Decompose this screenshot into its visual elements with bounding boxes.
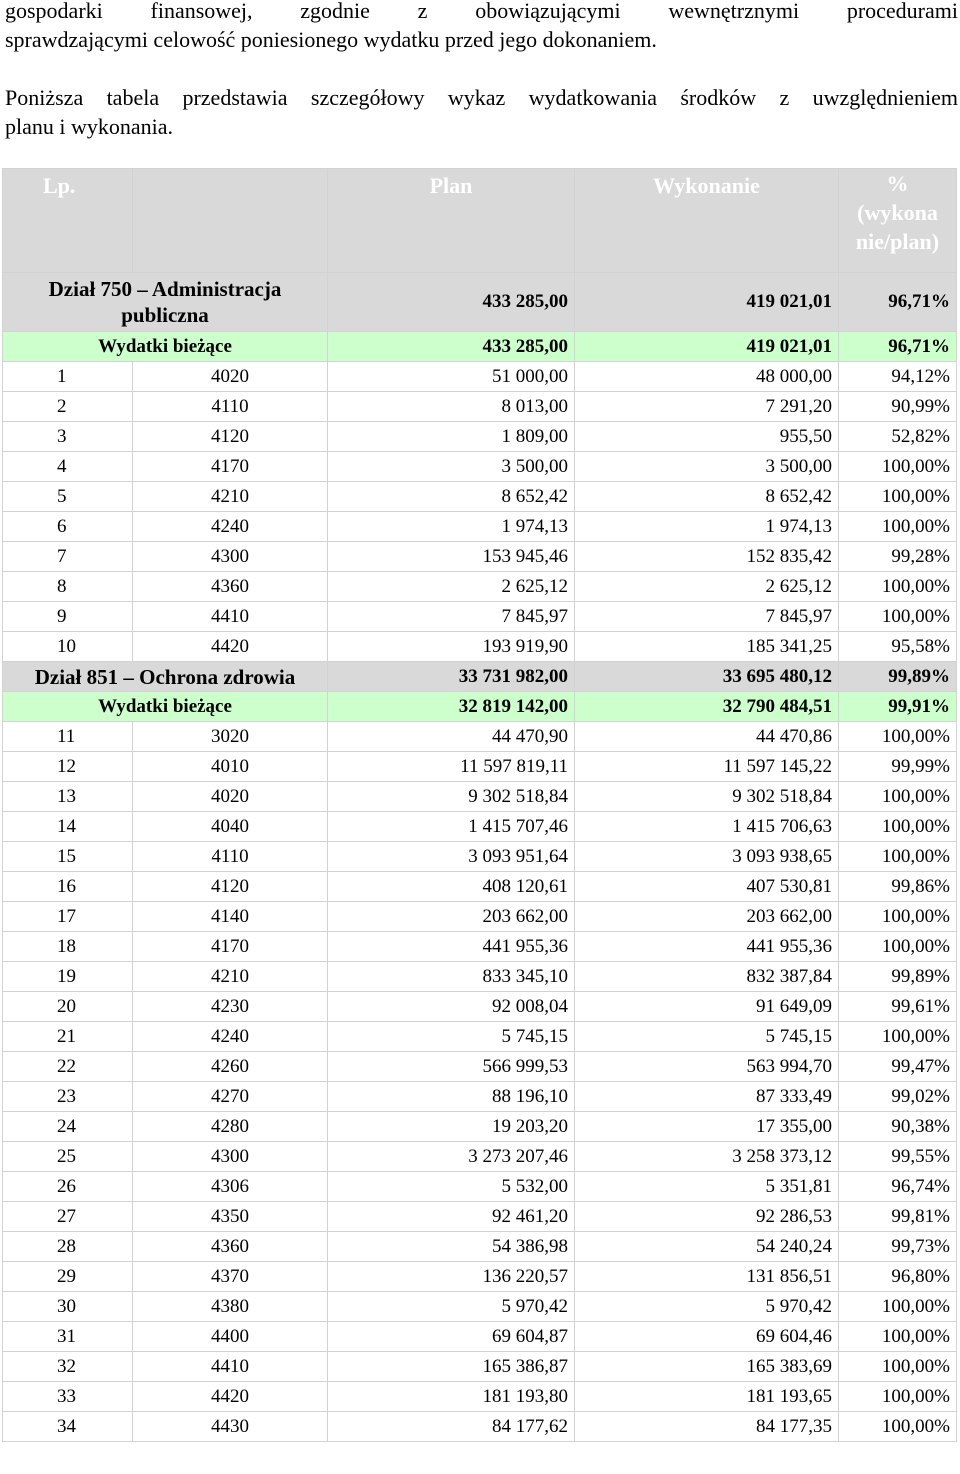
row-code: 4140 (133, 902, 328, 932)
row-lp: 3 (3, 422, 133, 452)
table-row (3, 1262, 957, 1292)
row-wykonanie: 84 177,35 (575, 1412, 839, 1442)
row-wykonanie: 44 470,86 (575, 722, 839, 752)
row-wykonanie: 87 333,49 (575, 1082, 839, 1112)
row-wykonanie: 5 970,42 (575, 1292, 839, 1322)
row-code: 4370 (133, 1262, 328, 1292)
row-wykonanie: 955,50 (575, 422, 839, 452)
row-percent: 52,82% (839, 422, 957, 452)
intro-line-4: planu i wykonania. (5, 114, 174, 139)
table-row (3, 1052, 957, 1082)
row-code: 4040 (133, 812, 328, 842)
row-percent: 96,74% (839, 1172, 957, 1202)
row-code: 4420 (133, 1382, 328, 1412)
row-percent: 100,00% (839, 572, 957, 602)
header-percent (839, 169, 957, 273)
row-lp: 23 (3, 1082, 133, 1112)
row-percent: 100,00% (839, 782, 957, 812)
row-code: 4430 (133, 1412, 328, 1442)
intro-line-2: sprawdzającymi celowość poniesionego wydatku przed jego dokonaniem. (5, 27, 657, 52)
row-plan: 181 193,80 (328, 1382, 575, 1412)
row-percent: 100,00% (839, 1412, 957, 1442)
row-plan: 51 000,00 (328, 362, 575, 392)
table-row (3, 1112, 957, 1142)
section-row-dzial-750 (3, 273, 957, 332)
row-code: 4400 (133, 1322, 328, 1352)
table-row (3, 1352, 957, 1382)
row-lp: 21 (3, 1022, 133, 1052)
row-wykonanie: 1 415 706,63 (575, 812, 839, 842)
row-percent: 99,55% (839, 1142, 957, 1172)
row-lp: 20 (3, 992, 133, 1022)
subtotal-plan: 32 819 142,00 (328, 692, 575, 722)
table-row (3, 572, 957, 602)
row-wykonanie: 3 500,00 (575, 452, 839, 482)
row-plan: 8 013,00 (328, 392, 575, 422)
header-wykonanie: Wykonanie (575, 169, 839, 273)
subtotal-row-750 (3, 332, 957, 362)
table-row (3, 632, 957, 662)
row-plan: 1 415 707,46 (328, 812, 575, 842)
table-row (3, 722, 957, 752)
row-percent: 100,00% (839, 1352, 957, 1382)
header-percent-line1: % (886, 171, 909, 196)
row-percent: 100,00% (839, 482, 957, 512)
row-lp: 9 (3, 602, 133, 632)
table-row (3, 812, 957, 842)
row-wykonanie: 91 649,09 (575, 992, 839, 1022)
row-percent: 90,38% (839, 1112, 957, 1142)
row-code: 4120 (133, 872, 328, 902)
row-lp: 30 (3, 1292, 133, 1322)
row-code: 4240 (133, 512, 328, 542)
row-plan: 193 919,90 (328, 632, 575, 662)
row-wykonanie: 9 302 518,84 (575, 782, 839, 812)
row-code: 4120 (133, 422, 328, 452)
intro-paragraph-1 (5, 0, 958, 54)
row-wykonanie: 152 835,42 (575, 542, 839, 572)
row-lp: 26 (3, 1172, 133, 1202)
row-wykonanie: 131 856,51 (575, 1262, 839, 1292)
row-wykonanie: 832 387,84 (575, 962, 839, 992)
row-percent: 99,86% (839, 872, 957, 902)
row-code: 4210 (133, 962, 328, 992)
row-plan: 3 500,00 (328, 452, 575, 482)
row-code: 4360 (133, 1232, 328, 1262)
table-row (3, 482, 957, 512)
row-lp: 18 (3, 932, 133, 962)
row-wykonanie: 5 745,15 (575, 1022, 839, 1052)
row-code: 4280 (133, 1112, 328, 1142)
row-percent: 100,00% (839, 722, 957, 752)
section-percent: 99,89% (839, 662, 957, 692)
row-plan: 5 970,42 (328, 1292, 575, 1322)
row-plan: 165 386,87 (328, 1352, 575, 1382)
row-wykonanie: 69 604,46 (575, 1322, 839, 1352)
subtotal-name: Wydatki bieżące (3, 332, 328, 362)
table-row (3, 542, 957, 572)
row-wykonanie: 48 000,00 (575, 362, 839, 392)
row-code: 4110 (133, 842, 328, 872)
row-lp: 24 (3, 1112, 133, 1142)
row-plan: 9 302 518,84 (328, 782, 575, 812)
row-wykonanie: 7 291,20 (575, 392, 839, 422)
row-percent: 99,89% (839, 962, 957, 992)
section-plan: 33 731 982,00 (328, 662, 575, 692)
row-code: 4410 (133, 1352, 328, 1382)
row-plan: 88 196,10 (328, 1082, 575, 1112)
table-row (3, 362, 957, 392)
row-lp: 22 (3, 1052, 133, 1082)
row-percent: 99,47% (839, 1052, 957, 1082)
header-code (133, 169, 328, 273)
row-code: 4300 (133, 542, 328, 572)
row-lp: 34 (3, 1412, 133, 1442)
intro-line-3: Poniższa tabela przedstawia szczegółowy wykaz wydatkowania środków z uwzględnieniem (5, 85, 958, 110)
subtotal-wykonanie: 32 790 484,51 (575, 692, 839, 722)
row-percent: 99,61% (839, 992, 957, 1022)
section-name-line1: Dział 750 – Administracja (48, 277, 282, 301)
row-wykonanie: 441 955,36 (575, 932, 839, 962)
row-plan: 136 220,57 (328, 1262, 575, 1292)
row-plan: 7 845,97 (328, 602, 575, 632)
row-lp: 8 (3, 572, 133, 602)
table-row (3, 1232, 957, 1262)
row-plan: 84 177,62 (328, 1412, 575, 1442)
row-code: 4410 (133, 602, 328, 632)
row-lp: 4 (3, 452, 133, 482)
row-wykonanie: 165 383,69 (575, 1352, 839, 1382)
table-row (3, 392, 957, 422)
row-plan: 5 532,00 (328, 1172, 575, 1202)
table-row (3, 932, 957, 962)
row-code: 4360 (133, 572, 328, 602)
intro-line-1: gospodarki finansowej, zgodnie z obowiązującymi wewnętrznymi procedurami (5, 0, 958, 23)
row-plan: 3 273 207,46 (328, 1142, 575, 1172)
subtotal-plan: 433 285,00 (328, 332, 575, 362)
section-name-dzial-851: Dział 851 – Ochrona zdrowia (3, 662, 328, 692)
table-row (3, 1292, 957, 1322)
row-code: 4170 (133, 452, 328, 482)
row-percent: 96,80% (839, 1262, 957, 1292)
subtotal-percent: 96,71% (839, 332, 957, 362)
row-wykonanie: 54 240,24 (575, 1232, 839, 1262)
row-percent: 100,00% (839, 902, 957, 932)
row-plan: 566 999,53 (328, 1052, 575, 1082)
header-percent-line3: nie/plan) (855, 229, 940, 254)
table-row (3, 452, 957, 482)
table-row (3, 752, 957, 782)
row-code: 4230 (133, 992, 328, 1022)
row-code: 4420 (133, 632, 328, 662)
intro-paragraph-2 (5, 83, 958, 141)
row-lp: 13 (3, 782, 133, 812)
row-code: 4010 (133, 752, 328, 782)
section-wykonanie: 419 021,01 (575, 273, 839, 332)
row-percent: 99,02% (839, 1082, 957, 1112)
row-lp: 15 (3, 842, 133, 872)
row-wykonanie: 407 530,81 (575, 872, 839, 902)
row-lp: 25 (3, 1142, 133, 1172)
row-wykonanie: 1 974,13 (575, 512, 839, 542)
row-code: 4170 (133, 932, 328, 962)
row-code: 4210 (133, 482, 328, 512)
row-plan: 408 120,61 (328, 872, 575, 902)
row-plan: 8 652,42 (328, 482, 575, 512)
row-plan: 153 945,46 (328, 542, 575, 572)
table-header-row (3, 169, 957, 273)
row-wykonanie: 11 597 145,22 (575, 752, 839, 782)
row-plan: 69 604,87 (328, 1322, 575, 1352)
section-name-line2: publiczna (121, 303, 209, 327)
row-lp: 5 (3, 482, 133, 512)
table-row (3, 1172, 957, 1202)
row-lp: 29 (3, 1262, 133, 1292)
row-percent: 99,73% (839, 1232, 957, 1262)
table-row (3, 1142, 957, 1172)
row-percent: 100,00% (839, 812, 957, 842)
row-lp: 1 (3, 362, 133, 392)
row-wykonanie: 7 845,97 (575, 602, 839, 632)
table-row (3, 872, 957, 902)
row-percent: 94,12% (839, 362, 957, 392)
row-percent: 100,00% (839, 1022, 957, 1052)
row-lp: 6 (3, 512, 133, 542)
row-code: 4306 (133, 1172, 328, 1202)
row-lp: 32 (3, 1352, 133, 1382)
row-wykonanie: 563 994,70 (575, 1052, 839, 1082)
row-percent: 100,00% (839, 1382, 957, 1412)
row-lp: 12 (3, 752, 133, 782)
row-percent: 100,00% (839, 1292, 957, 1322)
row-wykonanie: 92 286,53 (575, 1202, 839, 1232)
table-row (3, 782, 957, 812)
row-plan: 92 461,20 (328, 1202, 575, 1232)
row-code: 4380 (133, 1292, 328, 1322)
row-percent: 99,81% (839, 1202, 957, 1232)
row-lp: 2 (3, 392, 133, 422)
row-code: 4260 (133, 1052, 328, 1082)
row-wykonanie: 2 625,12 (575, 572, 839, 602)
subtotal-name: Wydatki bieżące (3, 692, 328, 722)
row-code: 4300 (133, 1142, 328, 1172)
row-percent: 90,99% (839, 392, 957, 422)
row-lp: 33 (3, 1382, 133, 1412)
table-row (3, 1412, 957, 1442)
row-percent: 99,99% (839, 752, 957, 782)
table-row (3, 1022, 957, 1052)
row-wykonanie: 5 351,81 (575, 1172, 839, 1202)
row-code: 3020 (133, 722, 328, 752)
row-percent: 100,00% (839, 602, 957, 632)
row-plan: 1 974,13 (328, 512, 575, 542)
row-plan: 1 809,00 (328, 422, 575, 452)
table-row (3, 1382, 957, 1412)
row-lp: 31 (3, 1322, 133, 1352)
table-row (3, 1202, 957, 1232)
row-plan: 54 386,98 (328, 1232, 575, 1262)
row-code: 4020 (133, 782, 328, 812)
table-row (3, 842, 957, 872)
row-wykonanie: 17 355,00 (575, 1112, 839, 1142)
row-code: 4020 (133, 362, 328, 392)
subtotal-row-851 (3, 692, 957, 722)
section-wykonanie: 33 695 480,12 (575, 662, 839, 692)
row-percent: 95,58% (839, 632, 957, 662)
row-code: 4270 (133, 1082, 328, 1112)
section-name-dzial-750 (3, 273, 328, 332)
table-row (3, 602, 957, 632)
row-percent: 100,00% (839, 932, 957, 962)
row-wykonanie: 3 093 938,65 (575, 842, 839, 872)
subtotal-wykonanie: 419 021,01 (575, 332, 839, 362)
row-wykonanie: 203 662,00 (575, 902, 839, 932)
section-percent: 96,71% (839, 273, 957, 332)
row-percent: 100,00% (839, 1322, 957, 1352)
row-percent: 100,00% (839, 842, 957, 872)
row-plan: 92 008,04 (328, 992, 575, 1022)
subtotal-percent: 99,91% (839, 692, 957, 722)
row-plan: 2 625,12 (328, 572, 575, 602)
row-wykonanie: 181 193,65 (575, 1382, 839, 1412)
section-plan: 433 285,00 (328, 273, 575, 332)
row-lp: 17 (3, 902, 133, 932)
row-wykonanie: 3 258 373,12 (575, 1142, 839, 1172)
row-lp: 27 (3, 1202, 133, 1232)
header-percent-line2: (wykona (857, 200, 938, 225)
row-plan: 19 203,20 (328, 1112, 575, 1142)
table-row (3, 422, 957, 452)
row-wykonanie: 8 652,42 (575, 482, 839, 512)
row-plan: 203 662,00 (328, 902, 575, 932)
table-row (3, 902, 957, 932)
row-plan: 44 470,90 (328, 722, 575, 752)
table-row (3, 962, 957, 992)
row-lp: 19 (3, 962, 133, 992)
table-row (3, 512, 957, 542)
row-plan: 441 955,36 (328, 932, 575, 962)
row-percent: 99,28% (839, 542, 957, 572)
row-plan: 11 597 819,11 (328, 752, 575, 782)
row-code: 4240 (133, 1022, 328, 1052)
header-lp: Lp. (3, 169, 133, 273)
table-row (3, 992, 957, 1022)
row-percent: 100,00% (839, 452, 957, 482)
table-row (3, 1082, 957, 1112)
row-plan: 833 345,10 (328, 962, 575, 992)
row-lp: 7 (3, 542, 133, 572)
row-plan: 3 093 951,64 (328, 842, 575, 872)
row-lp: 14 (3, 812, 133, 842)
header-plan: Plan (328, 169, 575, 273)
row-code: 4350 (133, 1202, 328, 1232)
row-lp: 28 (3, 1232, 133, 1262)
row-lp: 16 (3, 872, 133, 902)
row-percent: 100,00% (839, 512, 957, 542)
table-row (3, 1322, 957, 1352)
row-lp: 10 (3, 632, 133, 662)
row-lp: 11 (3, 722, 133, 752)
row-code: 4110 (133, 392, 328, 422)
row-wykonanie: 185 341,25 (575, 632, 839, 662)
section-row-dzial-851 (3, 662, 957, 692)
row-plan: 5 745,15 (328, 1022, 575, 1052)
expenditure-table (2, 168, 957, 1442)
